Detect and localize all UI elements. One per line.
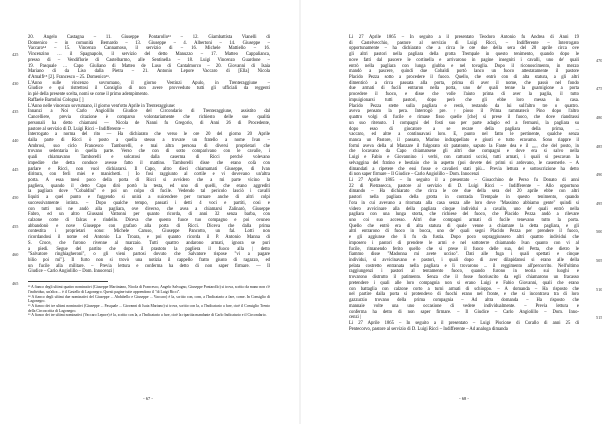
text-line: successivamente istinta. – Dopo qualche tempo, passati i detti 4 voci e partiti, così e <box>28 200 270 206</box>
right-page <box>300 0 600 424</box>
text-line: Raffaele Bartolini Cologna [ ] <box>28 97 84 103</box>
text-line: 19. Pasquale … Capo Giuliano di Matteo de Luso di Cantalmorco – 20. Giovanni di Isaia <box>28 63 270 69</box>
text-line: di Castelvecchio, pastore al servizio di Luigi Ricci, – Indifferente – Interrogato <box>349 40 579 46</box>
left-text-column <box>28 35 270 318</box>
text-line: raggiungenzi i pastori al tentamento fuoco, quando furono in teoria sui luoghi e <box>349 269 579 275</box>
text-line: uno coi suo accesso. Altri due compagni armati di fucile tenevano tutto la porta. <box>349 218 579 223</box>
text-line: Li 27 Aprile 1865 – In seguito a il presentato Teodoro Antonio fu Andrea di Anni 19 <box>349 35 579 40</box>
footnote: ¹⁶ A fianco dei tre ultimi nominativi (Vaccaro Lepore) è la, scritto con la, a l'Indicatario a fare, cioè la ripartita mandante di Carlo Indicatario e il Circondario. <box>28 313 267 318</box>
text-line: procedere il fuoco, e disse che volle l'aiuto prima di aver la paglia, il tutto <box>349 92 579 98</box>
text-line: fucile, rimanendo ferito quello che si prese il fuoco delle sua, del Petta, che dietro le <box>349 246 579 252</box>
left-page-number: - 67 - <box>143 396 153 401</box>
text-line: parlare e Ricci, non vuol dichiararsi. Il Capo, altro dieci chiamamati Giuseppe, di Ivan <box>28 166 270 172</box>
text-line: nel partire dalla porta si protendevo di fuochi erano nel fronte, e che si incontrava tra di loro <box>349 292 579 298</box>
text-line: trovarono distrutto il patimento. Senza che il fosse fuoriuscito da egli chiamarono un fracasso <box>349 275 579 281</box>
margin-line-number: 490 <box>596 172 602 178</box>
text-line: altri entrarono di fuoco in bocca, uno de' quali segni Placido Pezza per prendere il fuoco, <box>349 229 579 235</box>
text-line: conferma ha detto di non saper firmare. – Il Giudice – Carlo Angiolillo – Dom. Inno- <box>349 309 579 315</box>
text-line: 22 di Pietrasecca, pastore al servizio di D. Luigi Ricci – Indifferente – Allo opportuno <box>349 183 579 189</box>
text-line: manca un Pastore, il passato, Marino indrappellato e giusti e tutto eravamo. Sono riappre il <box>349 137 579 143</box>
text-line: pretendere i quali alle loro compagnia non si erano Luigi e Fabio Giovanni, quali che erano <box>349 280 579 286</box>
text-line: opportunamente – ha dichiarato che a circa le ore due della sera del 20 aprile circa ove <box>349 46 579 52</box>
text-line: Li 27 Aprile 1865 – In seguito a il presentato – Luigi Piscione di Corallo di anni 25 di <box>349 320 579 326</box>
text-line: fiammo disse "Madonna mi avete ucciso". Dati alle fuga i quali spettati e cinque <box>349 252 579 258</box>
text-line: bilio poi mi"]. Il furto non si trovò una notizia il cappello fratto giusto di ragazzo, ed <box>28 258 270 264</box>
text-line: Li 27 Aprile 1865 – In seguito il a presentato – Gioacchino de Perso fu Donato di anni <box>349 177 579 183</box>
text-line: Vincenzino … il Spagnapolo, il servizio del detto Manuzzo – 17. Matteo Cappalianca, <box>28 52 270 58</box>
text-line: gli altri pastori nella pagliara della grotta Trempale in questo tenimento, quando dopo le <box>349 52 579 58</box>
left-page <box>0 0 300 424</box>
text-line: formi aveva della al Manzare il fulgorato sit patatonte, saputo la Fante dea e il ,,,,, che del posto, in <box>349 143 579 149</box>
margin-line-number: 430 <box>12 80 19 86</box>
text-line: impedire che detta conduce avesse fatto il mattino. Tamborelli disse che erano colà con <box>28 160 270 166</box>
footnote: ¹⁵ A fianco dei tre ultimi nominativi (Giuseppe ... Pasquale ... Giovanni di Isaia Mariano) si trova, scritto con la, a l'Indicatario a fare, cioè il Consiglio Trento della Circoscritta di Lagonegro. <box>28 304 270 313</box>
text-line: Innanzi a Noi Carlo Angiolillo Giudice del Circondario di Trenteraggiune, assistito dal <box>28 109 270 115</box>
text-line: dimandati a ripetere che essi fosse e cavalieri stati più... Previa lettura e sottoscrizione ha detto <box>349 166 579 172</box>
text-line: pagliera, quando il detto Capo dirò portò la testa, ed uno di quelli, che erano aggrediti <box>28 183 270 189</box>
margin-line-number: 460 <box>12 252 19 258</box>
text-line: Pentecorvo, pastore al servizio di D. Luigi Ricci – Indifferente – Ad analoga dimanda <box>349 326 508 332</box>
margin-line-number: 480 <box>596 115 602 121</box>
text-line: Fabro, ed un altro Giussani Vattonni per quanto ricorda, di anni 32 senza barba, con <box>28 212 270 218</box>
text-line: L'Anno nelle vincenzo sovrumano, il giorno vent'otto Aprile in Trenteraggiune: <box>28 103 176 109</box>
margin-line-number: 470 <box>596 57 602 63</box>
margin-line-number: 495 <box>596 200 602 206</box>
margin-line-number: 445 <box>12 166 19 172</box>
text-line: selvaggina del fratino e bestiaio che in aspetto (poi dovete dei primi si ardevano, le casemerle. – A <box>349 160 579 166</box>
text-line: aveva pensato la pera. Interrogò pre. ↑ pioso il Prima rammatecò Pino dopo l'altro <box>349 109 579 115</box>
text-line: Quello che entrò era di alta statura di quale venne a chiamare la detta pagliara, e gli <box>349 223 579 229</box>
text-line: con battaglia con calzone corto a turni armati di schioppo. – A domanda – Ha risposto che <box>349 286 579 292</box>
margin-line-number: 425 <box>12 52 19 58</box>
text-line: due armati di fucili entraron nella porta, uno de' quali tenne la guarnigione a porta <box>349 86 579 92</box>
text-line: trovano sedentaria in quella parte. Verso che con di sotto comparivano con le cavalle, i <box>28 149 270 155</box>
text-line: personali ha detto chiamarsi — Nicola de Nanni fu Gregorio, di Anni 26 di Procedente, <box>28 120 270 126</box>
text-line: impuigionarsi tutti pastori, dopo però che gli ebbe loro messa in casa. <box>349 97 579 103</box>
text-line: un suo ritenuto. I compagni del fosti suo per parte adagio ed a fermarsi, la pagliara su <box>349 120 579 126</box>
text-line: gazzurzio trovano della prima compagnia – Ad altra domanda – Ha risposto che <box>349 298 579 304</box>
text-line: mandò a pascere, quindi due Cobaldi portò lanco un fuoco attestatamente il pastore <box>349 69 579 75</box>
text-line: un fucile alla militare. – Previa lettura e conferma ha detto di non saper firmare. — Il <box>28 263 270 269</box>
footnote-rule <box>28 281 108 282</box>
text-line: d'Amalfi¹⁵ [2]. Francesco – 25. Domenico¹⁶. <box>28 75 111 81</box>
margin-line-number: 505 <box>596 258 602 264</box>
text-line: in piè della presente scelta, nomi se come il primo adempimento. <box>28 92 149 98</box>
right-page-number: - 68 - <box>459 396 469 401</box>
text-line: cenzi | <box>349 315 361 321</box>
text-line: individui, si avvicinavano e pastori, i quali dopo di aver dilapidatosi si erano alle della <box>349 258 579 264</box>
margin-line-number: 440 <box>12 137 19 143</box>
text-line: con tutti noi ne andò alla pagliara, ove diverso, che avea a chiamarsi Zalinarò, Giuseppe <box>28 206 270 212</box>
text-line: Ambrosi, suo ciclo Francesco Tamborelli, e mai altra persona di diversi proprietari che <box>28 143 270 149</box>
text-line: contestita i proprietari sono: Michele Caruso, Giuseppe Pancotto, un fal. Lotti non <box>28 229 270 235</box>
text-line: abbandonò e nove Giuseppe con grafaro alla porta di Ricci. Diceva che dalla prima <box>28 223 270 229</box>
text-line: diritura, con ferli miei e manichetti. | Io fosi raggiunto al cortile e vi dovevano un'altra <box>28 172 270 178</box>
text-line: che locavano da Capo chiamatsene gli altri due compagni e dove era si salvo nella <box>349 149 579 155</box>
text-line: Placido Pezza stette sulla pagliara e restò, restando da lui sull'altro tre o quattro. <box>349 103 579 109</box>
text-line: dimando – Ha dichiarato che circa le ore due della sera del 20 aprile ebbe con altri <box>349 189 579 195</box>
text-line: pelata costretto entranata nella pagliara e lì trovarono ... il reggimento all'percorrito. Nell'ultimo <box>349 263 579 269</box>
text-line: quattro volgi di fucile e rimase fisso quelle [che] si prese il fuoco, che dove riandrassi <box>349 115 579 121</box>
text-line: dimenticò a circa passata alla porta, prima di aver il nome, che passò nel fondo <box>349 80 579 86</box>
text-line: Luigi e Fabio e Giovannino i verbi, con catturati uccisi, tutti armati, i quali si pescavan la <box>349 155 579 161</box>
text-line: la pagliara dove "Cobaldini" e poi un colpo di fucile. Vedendo tal pericolo lasciò i cavalli <box>28 189 270 195</box>
text-line: videro avvicinare alla della pagliara cinque individui a cavallo, uno de' quali entrò nella <box>349 206 579 212</box>
text-line: dopo esso di giocatore a se recare della pagliara della prima, ... <box>349 126 579 132</box>
text-line: Domenico – in comunità Bernardo – 13. Giuseppe – 4. Albertoni – 14. Giuseppe – <box>28 40 270 46</box>
text-line: vaccaro, ed altre a continuavasi loro. E, punto nel fatto le pertinente, qualche senza <box>349 132 579 138</box>
right-text-column <box>349 35 579 332</box>
text-line: Cancelliere, previa citazione è comparso volontariamente che richiesto delle sue qualità <box>28 115 270 121</box>
text-line: Vaccaro¹⁴ – 15. Vincenzo Cannamoso, il servizio di – 16. Michele Mattiello – 16. <box>28 46 270 52</box>
text-line: mannaie volte una uno occasione di vedere individualmente. – Previa lettura e <box>349 303 579 309</box>
text-line: calzone corte di falcas e rindello. Diceva che questo fuoce tuo compagno e poi ovuneo <box>28 218 270 223</box>
text-line: Giudice – Carlo Angiolillo – Dom. Innocenzi | <box>28 269 115 275</box>
footnote: ¹⁴ A fianco degli ultimi due nominativi del Giuseppe ... Abdabello e Giuseppe ... Vaccaro) è la, scritto con, com, a l'Indicatario a fare, come. In Consiglio di Lagonegro. <box>28 294 270 304</box>
text-line: a piedi. Segue del partito che dopo il prastoto la pagliera il fuoco alla | detto <box>28 246 270 252</box>
text-line: di non saper firmare – Il Giudice – Carlo Angiolillo – Dom. Innocenzi <box>349 172 480 178</box>
margin-line-number: 485 <box>596 143 602 149</box>
text-line: porta. A essa mesi poco della porta di Ricci si avvidero che a mi parte vicino la <box>28 177 270 183</box>
text-line: dalla parte di Ricci ò posto a quella stesso a trovare un fratello a nome Ivan – <box>28 137 270 143</box>
text-line: pastore al servizio di D. Luigi Ricci – Indifferente – <box>28 126 125 132</box>
footnote: ¹³ A fianco degli ultimi quattro nominativi (Giuseppe Martiniano, Nicola di Francesco, Angelo Salvagno, Giuseppe Pontarollo) si trova, scritto da mano non c'è l'individuo, un'altra ... è il Castello di Lagonegro. Questi pagine tutte apprendono il "di Luigi Ricci". <box>28 285 270 294</box>
text-line: Mariano di da Liso dalla Pietra – 21. Antonio Lepore Vaccaro di [Ella] Nicola <box>28 69 270 75</box>
margin-line-number: 500 <box>596 229 602 235</box>
text-line: pastori nella pagliara della grotta in contrada Trempale in questo tenimento, quando <box>349 195 579 201</box>
text-line: Placido Pezza sotto a procedere il fuoco. Quello, che entrò con di alta statura, a gli altri <box>349 75 579 81</box>
margin-line-number: 465 <box>12 280 19 286</box>
text-line: quali chiamavano Tamborelli e solcatosi dalla caserma di Ricci perché volevano <box>28 155 270 161</box>
margin-line-number: 475 <box>596 86 602 92</box>
text-line: "Salvatore ringhiagheroni", o gli vieni partosi dovuto che Salvatore rispose "vi a pagare <box>28 252 270 258</box>
text-line: ricordandosi il nome ed Antonio La Troara, e poi quanto ricorda il P. Antonio Manna di <box>28 235 270 241</box>
text-line: presso di – Vendiflorie di Castelbarmo, alle Sentinella – 18. Luigi Vincenzo Guardone – <box>28 57 270 63</box>
margin-line-number: 510 <box>596 286 602 292</box>
text-line: liquiti a quel punto e fuggendo si unirà a suicendere per tornare anche di altri colpi <box>28 195 270 201</box>
text-line: e gli aggiunse che li fu da fustia. Dopo poco sopraggiunsero altri quattro individui che <box>349 235 579 241</box>
text-line: L'Anno sulle vincenzo sovrumano, il giorno Vestinzi Apulo, in Trenteraggiune – <box>28 80 270 86</box>
text-line: imposero i pastori di prendere le armi e nel sottoterre chiamando Ivan quanto con vi al <box>349 240 579 246</box>
text-line: Giudice e qui ristrettosi il Consiglio di non avere provveduto tutti gli ufficiali da reggenti <box>28 86 270 92</box>
margin-line-number: 515 <box>596 315 602 321</box>
text-line: nove fatti dal pascere le cortinella e arrivarono in pagine insegniti i cavalli, uno de' quali <box>349 57 579 63</box>
margin-line-number: 455 <box>12 223 19 229</box>
text-line: entrò nella pagliara con lunga giubba e nel tovaglia. Dopo il riconoscimento, in mezzo <box>349 63 579 69</box>
margin-line-number: 450 <box>12 195 19 201</box>
text-line: S. Croce, che furono rivenne al marzaio. Tutti quattro andarono armati, ignora se puri <box>28 240 270 246</box>
margin-line-number: 435 <box>12 109 19 115</box>
text-line: Interrogato a norma del rito — Ha dichiarato che verso le ore 20 del giorno 20 Aprile <box>28 132 270 138</box>
text-line: l'ora in cui avevano a ritornata alla casa senza alle loro dove "Massimo abbiamo gente" quindi si <box>349 200 579 206</box>
text-line: pagliara con una lunga storta, che richiese del fuoco, che Placido Pezza andò a rilevare <box>349 212 579 218</box>
text-line: 20. Angelo Castagna – 11. Giuseppe Pontarollo¹³ – 12. Giambattista Vianelli di <box>28 35 270 40</box>
